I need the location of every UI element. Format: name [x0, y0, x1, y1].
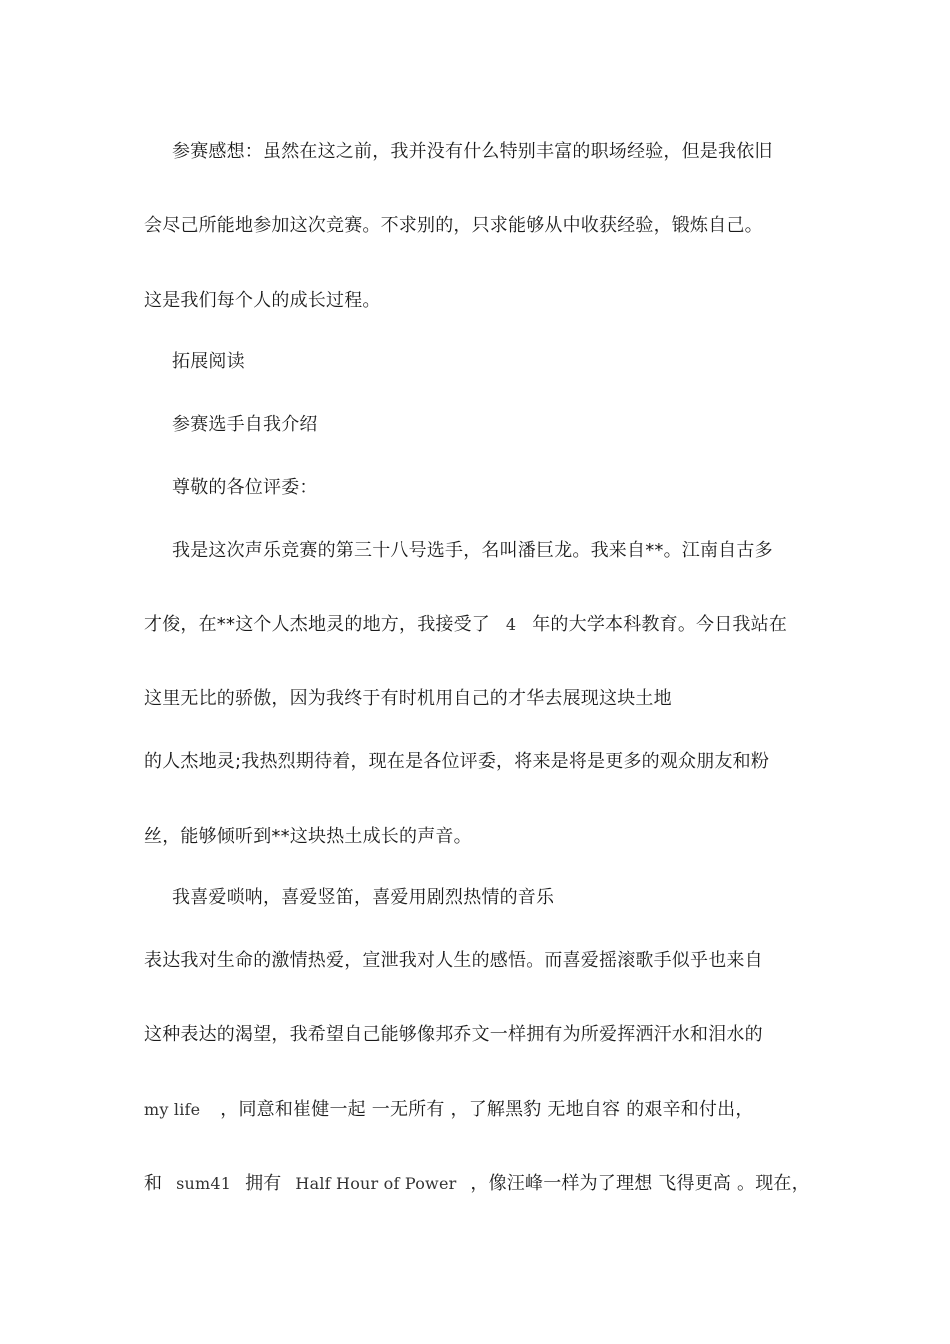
latin-segment: my life	[144, 1100, 201, 1119]
paragraph-line-7: 我是这次声乐竞赛的第三十八号选手，名叫潘巨龙。我来自**。江南自古多	[172, 540, 773, 561]
text-segment: ，像汪峰一样为了理想 飞得更高 。现在，	[470, 1173, 810, 1194]
number-segment: 4	[505, 615, 517, 634]
paragraph-line-14: 这种表达的渴望，我希望自己能够像邦乔文一样拥有为所爱挥洒汗水和泪水的	[144, 1024, 763, 1045]
paragraph-line-2: 会尽己所能地参加这次竞赛。不求别的，只求能够从中收获经验，锻炼自己。	[144, 215, 763, 236]
paragraph-line-8	[144, 613, 787, 637]
section-heading-extended-reading: 拓展阅读	[172, 351, 245, 372]
text-segment: 年的大学本科教育。今日我站在	[532, 614, 788, 635]
paragraph-line-16	[144, 1172, 810, 1196]
paragraph-line-1: 参赛感想：虽然在这之前，我并没有什么特别丰富的职场经验，但是我依旧	[172, 141, 773, 162]
paragraph-line-10: 的人杰地灵;我热烈期待着，现在是各位评委，将来是将是更多的观众朋友和粉	[144, 751, 770, 772]
text-segment: 才俊，在**这个人杰地灵的地方，我接受了	[144, 614, 490, 635]
paragraph-line-15	[144, 1098, 754, 1122]
latin-segment: sum41	[176, 1174, 232, 1193]
paragraph-line-12: 我喜爱唢呐，喜爱竖笛，喜爱用剧烈热情的音乐	[172, 887, 555, 908]
salutation-line: 尊敬的各位评委：	[172, 477, 318, 498]
paragraph-line-13: 表达我对生命的激情热爱，宣泄我对人生的感悟。而喜爱摇滚歌手似乎也来自	[144, 950, 763, 971]
text-segment: 和	[144, 1173, 163, 1194]
paragraph-line-9: 这里无比的骄傲，因为我终于有时机用自己的才华去展现这块土地	[144, 688, 672, 709]
paragraph-line-11: 丝，能够倾听到**这块热土成长的声音。	[144, 826, 472, 847]
text-segment: ，同意和崔健一起 一无所有 ，了解黑豹 无地自容 的艰辛和付出，	[220, 1099, 754, 1120]
text-segment: 拥有	[245, 1173, 282, 1194]
latin-segment: Half Hour of Power	[295, 1174, 457, 1193]
section-title-self-intro: 参赛选手自我介绍	[172, 414, 318, 435]
paragraph-line-3: 这是我们每个人的成长过程。	[144, 290, 381, 311]
